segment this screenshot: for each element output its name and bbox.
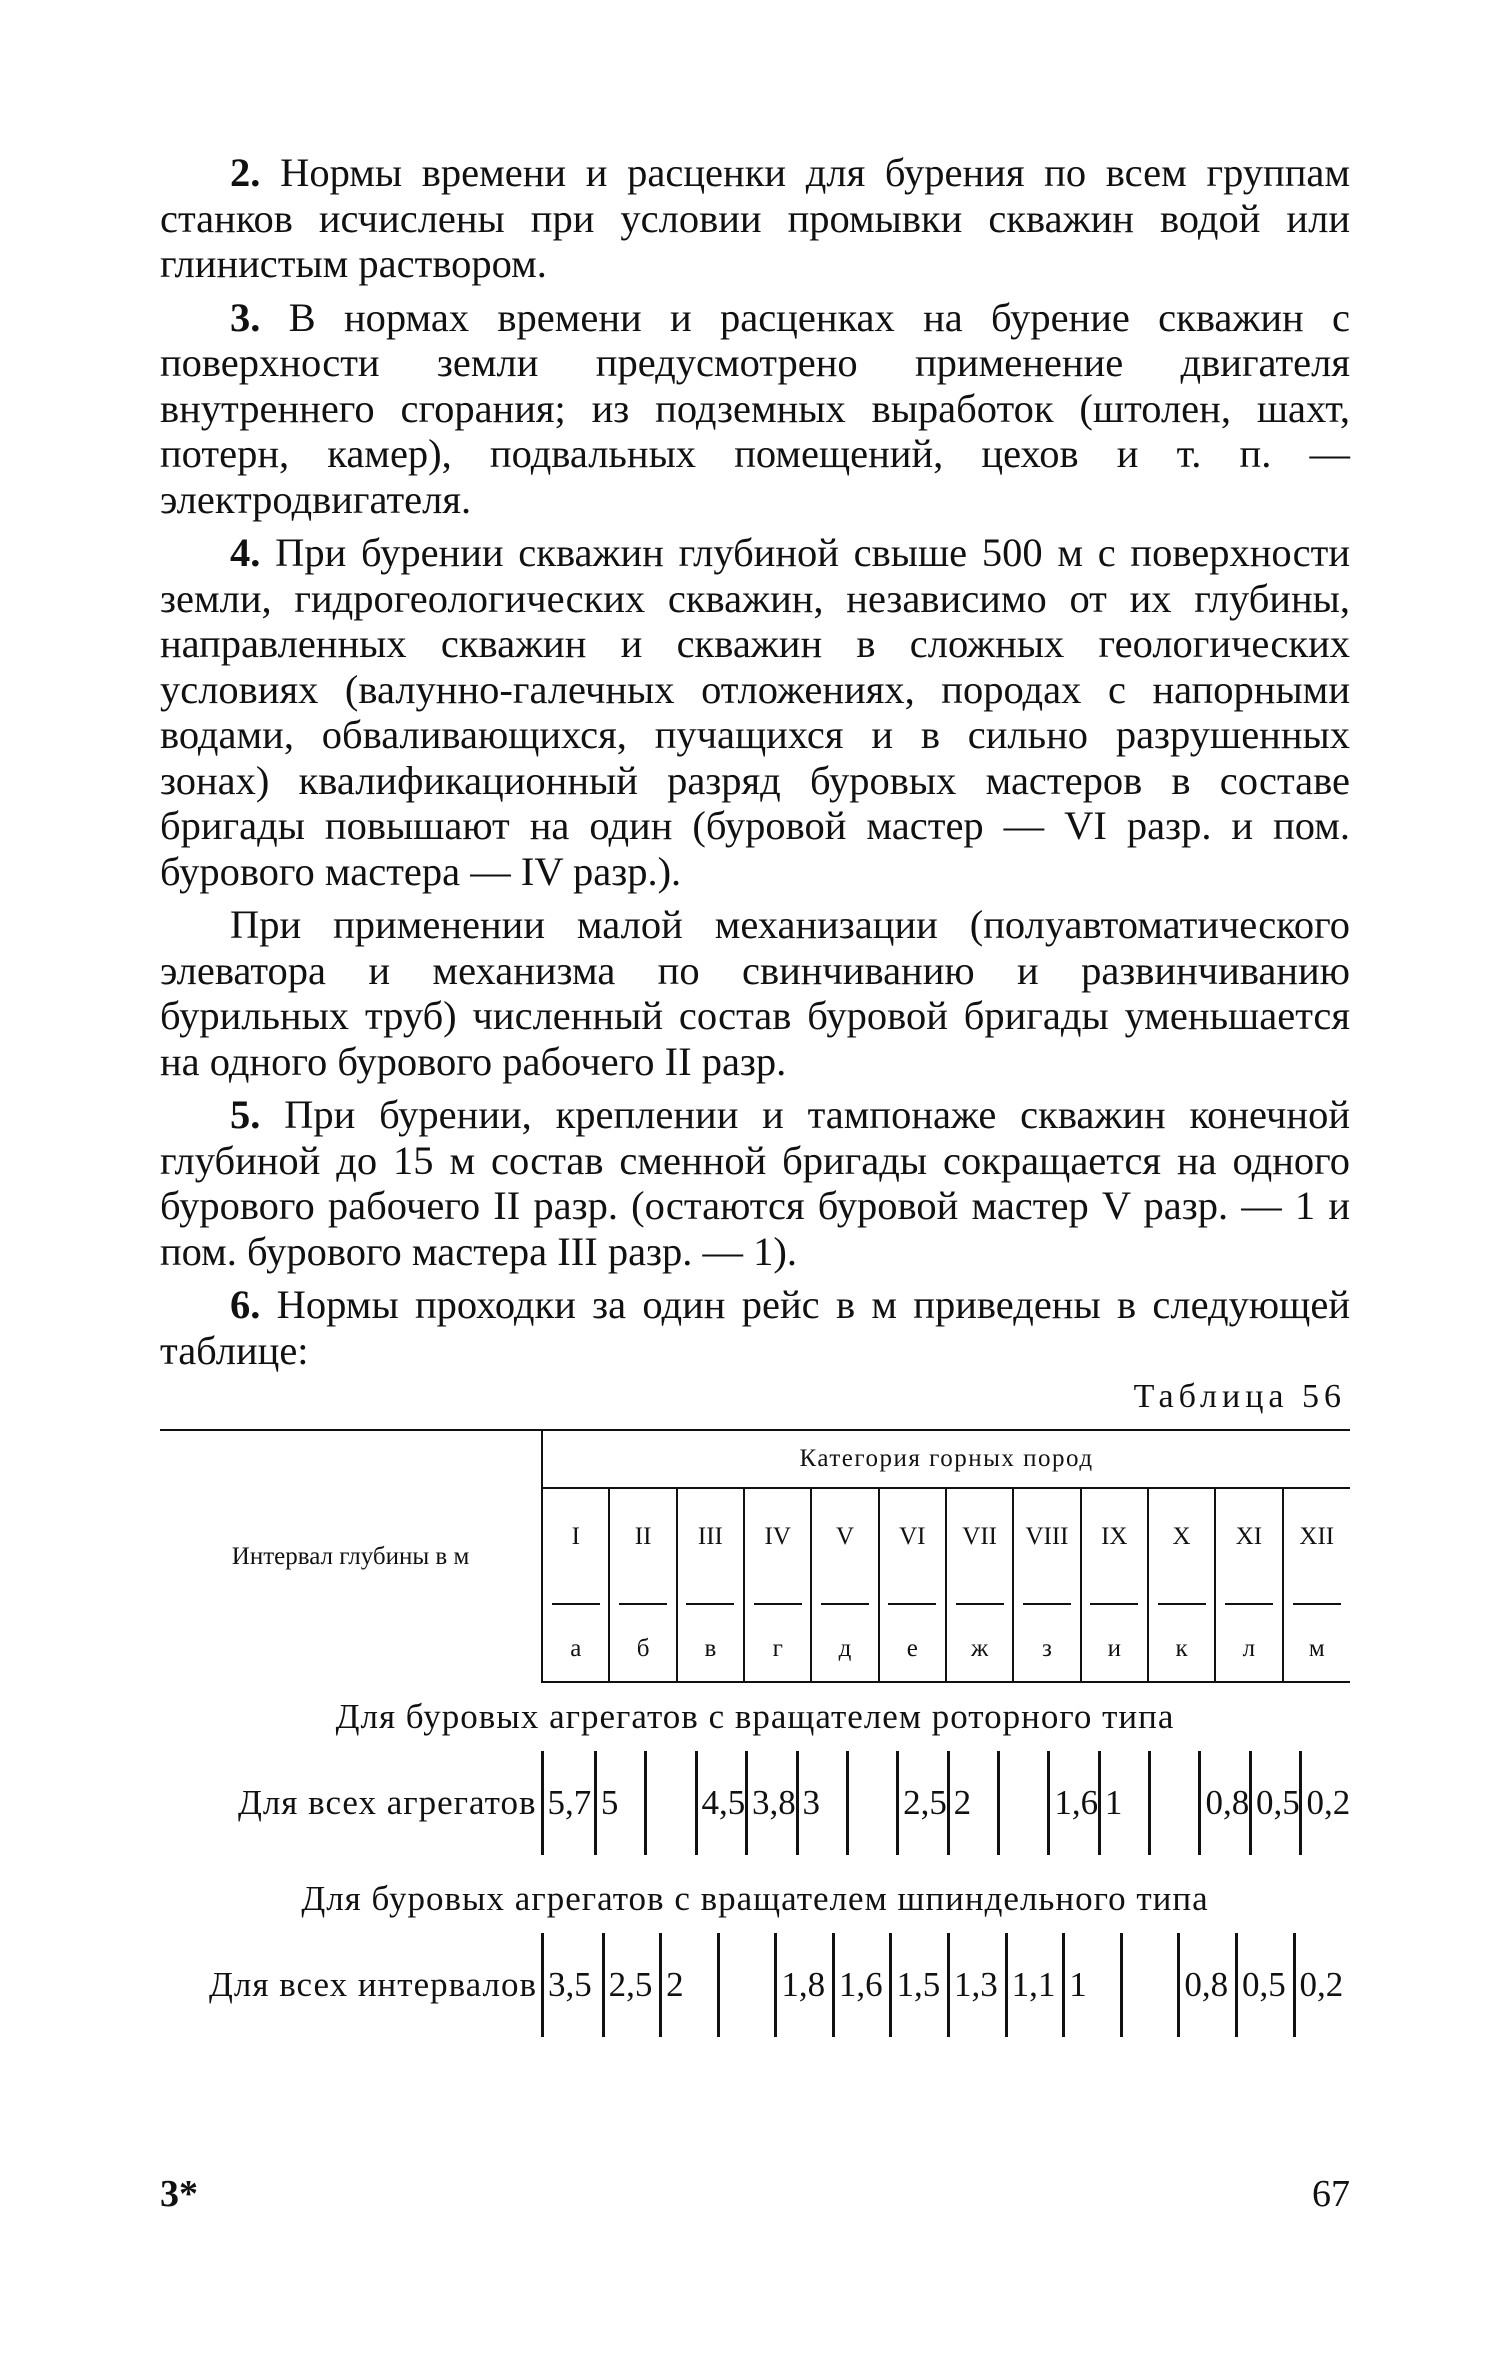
category-letter-header	[677, 1585, 744, 1682]
section-title: Для буровых агрегатов с вращателем шпиндельного типа	[301, 1879, 1209, 1918]
category-letter: г	[772, 1635, 783, 1662]
paragraph-2	[160, 150, 1350, 287]
paragraph-text: При бурении скважин глубиной свыше 500 м с поверхности земли, гидрогеологических скважин, независимо от их глубины, направленных скважин и скважин в сложных геологических условиях (валунно-галечных отложениях, породах с напорными водами, обваливающихся, пучащихся и в сильно разрушенных зонах) квалификационный разряд буровых мастеров в составе бригады повышают на один (буровой мастер — VI разр. и пом. бурового мастера — IV разр.).	[160, 530, 1350, 894]
row-value: 1	[1062, 1933, 1120, 2037]
header-divider	[956, 1603, 1004, 1605]
row-value: 4,5	[695, 1751, 746, 1855]
paragraph-4	[160, 530, 1350, 894]
table-sections	[160, 1695, 1350, 2037]
row-value: 1	[1098, 1751, 1148, 1855]
category-roman-header: IX	[1081, 1488, 1148, 1585]
category-letter-header	[879, 1585, 946, 1682]
row-value: 1,1	[1005, 1933, 1063, 2037]
category-roman-header: V	[811, 1488, 878, 1585]
header-divider	[1158, 1603, 1206, 1605]
category-roman-header: VI	[879, 1488, 946, 1585]
paragraph-text: Нормы времени и расценки для бурения по всем группам станков исчислены при условии промывки скважин водой или глинистым раствором.	[160, 150, 1350, 286]
paragraph-text: Нормы проходки за один рейс в м приведены в следующей таблице:	[160, 1282, 1350, 1373]
category-letter: к	[1175, 1635, 1188, 1662]
column-rule	[846, 1751, 896, 1855]
category-letter: з	[1042, 1635, 1052, 1662]
row-value: 1,8	[774, 1933, 832, 2037]
category-letter-header	[1081, 1585, 1148, 1682]
row-value: 3,5	[548, 1965, 592, 2004]
row-value: 2	[947, 1751, 997, 1855]
paragraph-3	[160, 295, 1350, 523]
category-roman-header: III	[677, 1488, 744, 1585]
category-roman-header: X	[1148, 1488, 1215, 1585]
header-divider	[1225, 1603, 1273, 1605]
category-letter: е	[906, 1635, 918, 1662]
paragraph-text: При применении малой механизации (полуавтоматического элеватора и механизма по свинчиванию и развинчиванию бурильных труб) численный состав буровой бригады уменьшается на одного бурового рабочего II разр.	[160, 902, 1350, 1084]
row-label: Для всех агрегатов	[160, 1751, 544, 1855]
category-roman-header: VIII	[1013, 1488, 1080, 1585]
column-rule	[1148, 1751, 1198, 1855]
category-letter: д	[838, 1635, 852, 1662]
category-letter: л	[1242, 1635, 1256, 1662]
paragraph-4-continued	[160, 902, 1350, 1084]
category-letter-header	[811, 1585, 878, 1682]
category-roman-header: XII	[1283, 1488, 1350, 1585]
column-rule	[644, 1751, 694, 1855]
column-rule	[1120, 1933, 1178, 2037]
category-roman-header: I	[542, 1488, 609, 1585]
row-value: 2	[659, 1933, 717, 2037]
row-value: 1,3	[947, 1933, 1005, 2037]
row-value: 2,5	[896, 1751, 947, 1855]
category-letter: а	[570, 1635, 582, 1662]
category-letter: и	[1107, 1635, 1121, 1662]
row-value: 0,8	[1198, 1751, 1249, 1855]
header-divider	[888, 1603, 936, 1605]
category-letter: б	[636, 1635, 650, 1662]
header-divider	[821, 1603, 869, 1605]
row-value: 5,7	[547, 1783, 592, 1822]
category-letter-header	[542, 1585, 609, 1682]
row-value: 1,5	[889, 1933, 947, 2037]
category-letter: ж	[971, 1635, 989, 1662]
paragraph-6	[160, 1282, 1350, 1373]
table-caption: Таблица 56	[1133, 1378, 1346, 1415]
row-value: 0,5	[1235, 1933, 1293, 2037]
row-value: 2,5	[602, 1933, 660, 2037]
row-value: 1,6	[832, 1933, 890, 2037]
row-value: 5	[594, 1751, 644, 1855]
section-data-row	[160, 1933, 1350, 2037]
row-value: 0,2	[1293, 1933, 1351, 2037]
row-value: 1,6	[1047, 1751, 1098, 1855]
paragraph-text: В нормах времени и расценках на бурение скважин с поверхности земли предусмотрено применение двигателя внутреннего сгорания; из подземных выработок (штолен, шахт, потерн, камер), подвальных помещений, цехов и т. п. — электродвигателя.	[160, 294, 1350, 522]
header-divider	[1023, 1603, 1071, 1605]
header-divider	[754, 1603, 802, 1605]
page-number: 67	[1312, 2173, 1350, 2215]
category-header: Категория горных пород	[542, 1430, 1350, 1488]
interval-header: Интервал глубины в м	[160, 1430, 542, 1682]
header-divider	[552, 1603, 600, 1605]
paragraph-number: 3.	[230, 294, 261, 340]
category-roman-header: XI	[1215, 1488, 1282, 1585]
category-letter-header	[1148, 1585, 1215, 1682]
column-rule	[997, 1751, 1047, 1855]
paragraph-5	[160, 1092, 1350, 1274]
category-letter: м	[1308, 1635, 1325, 1662]
row-value: 3	[796, 1751, 846, 1855]
row-value: 0,8	[1177, 1933, 1235, 2037]
row-value: 0,5	[1249, 1751, 1300, 1855]
category-roman-header: II	[609, 1488, 676, 1585]
section-data-row	[160, 1751, 1350, 1855]
paragraph-text: При бурении, креплении и тампонаже скважин конечной глубиной до 15 м состав сменной бригады сокращается на одного бурового рабочего II разр. (остаются буровой мастер V разр. — 1 и пом. бурового мастера III разр. — 1).	[160, 1092, 1350, 1274]
column-rule	[717, 1933, 775, 2037]
category-letter-header	[1215, 1585, 1282, 1682]
row-value: 0,2	[1299, 1751, 1350, 1855]
category-roman-header: IV	[744, 1488, 811, 1585]
header-divider	[1090, 1603, 1138, 1605]
paragraph-number: 5.	[230, 1092, 261, 1137]
paragraph-number: 6.	[230, 1282, 261, 1327]
header-divider	[619, 1603, 667, 1605]
category-letter-header	[744, 1585, 811, 1682]
paragraph-number: 2.	[230, 150, 261, 195]
header-divider	[686, 1603, 734, 1605]
signature-mark: 3*	[160, 2173, 198, 2215]
section-title: Для буровых агрегатов с вращателем роторного типа	[335, 1697, 1175, 1736]
category-letter: в	[704, 1635, 717, 1662]
norms-table	[160, 1429, 1350, 1683]
row-value: 3,8	[745, 1751, 796, 1855]
category-letter-header	[1013, 1585, 1080, 1682]
category-letter-header	[1283, 1585, 1350, 1682]
header-divider	[1293, 1603, 1341, 1605]
page-body	[160, 150, 1350, 2037]
category-letter-header	[946, 1585, 1013, 1682]
category-roman-header: VII	[946, 1488, 1013, 1585]
category-letter-header	[609, 1585, 676, 1682]
row-label: Для всех интервалов	[160, 1933, 544, 2037]
paragraph-number: 4.	[230, 530, 261, 575]
